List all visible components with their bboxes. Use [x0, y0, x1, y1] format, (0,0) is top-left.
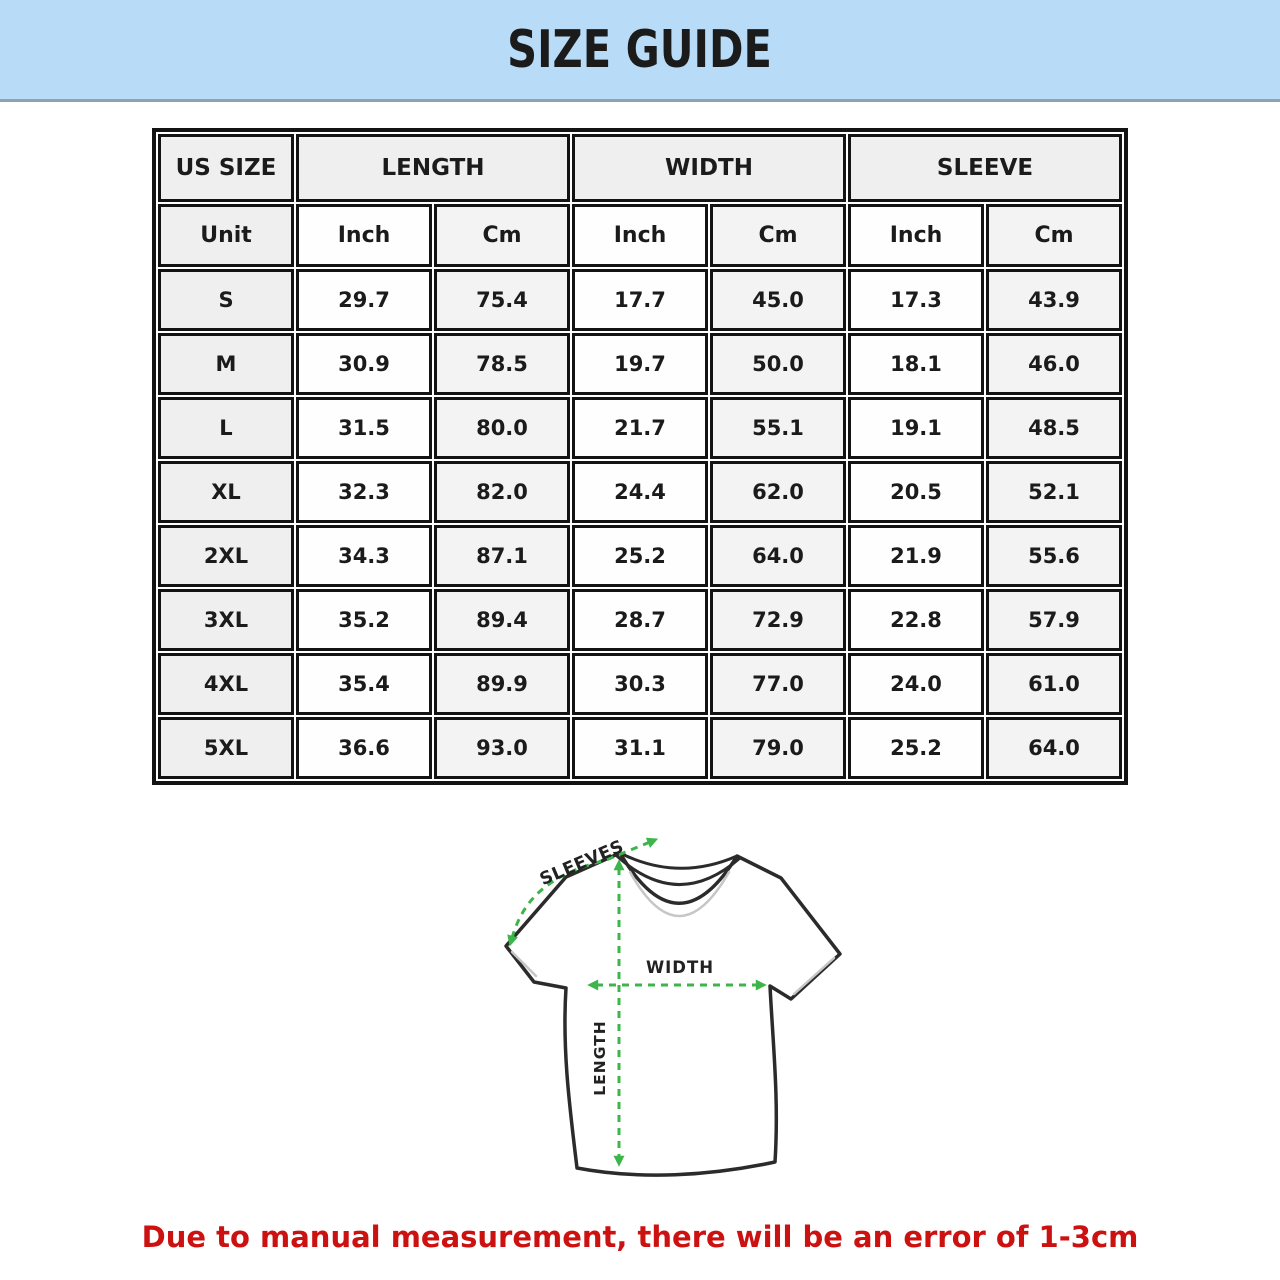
cell-sleeve-inch: 20.5: [848, 461, 984, 523]
cell-sleeve-cm: 43.9: [986, 269, 1122, 331]
cell-sleeve-cm: 46.0: [986, 333, 1122, 395]
size-label: 5XL: [158, 717, 294, 779]
size-table: [152, 128, 1128, 785]
cell-sleeve-inch: 18.1: [848, 333, 984, 395]
column-header-us-size: US SIZE: [158, 134, 294, 202]
cell-sleeve-inch: 17.3: [848, 269, 984, 331]
cell-width-cm: 55.1: [710, 397, 846, 459]
collar-rib-line: [620, 853, 737, 868]
cell-sleeve-inch: 25.2: [848, 717, 984, 779]
cell-width-cm: 64.0: [710, 525, 846, 587]
cell-width-inch: 31.1: [572, 717, 708, 779]
unit-length-inch: Inch: [296, 204, 432, 267]
tshirt-outline: [506, 853, 840, 1175]
cell-length-cm: 89.4: [434, 589, 570, 651]
page-title: SIZE GUIDE: [507, 19, 773, 80]
cell-width-inch: 30.3: [572, 653, 708, 715]
unit-label: Unit: [158, 204, 294, 267]
cell-sleeve-cm: 64.0: [986, 717, 1122, 779]
cell-sleeve-inch: 22.8: [848, 589, 984, 651]
column-header-sleeve: SLEEVE: [848, 134, 1122, 202]
table-row-4xl: [158, 653, 1122, 715]
cell-width-inch: 19.7: [572, 333, 708, 395]
size-label: M: [158, 333, 294, 395]
width-label: WIDTH: [645, 958, 715, 977]
tshirt-measurement-diagram: [470, 812, 910, 1212]
cell-sleeve-inch: 24.0: [848, 653, 984, 715]
cell-width-cm: 72.9: [710, 589, 846, 651]
unit-width-cm: Cm: [710, 204, 846, 267]
column-header-length: LENGTH: [296, 134, 570, 202]
table-row-l: [158, 397, 1122, 459]
cell-length-inch: 32.3: [296, 461, 432, 523]
sleeves-label: SLEEVES: [537, 836, 628, 891]
cell-width-inch: 25.2: [572, 525, 708, 587]
table-group-header-row: [158, 134, 1122, 202]
table-row-3xl: [158, 589, 1122, 651]
cell-length-inch: 35.2: [296, 589, 432, 651]
table-row-m: [158, 333, 1122, 395]
cell-sleeve-cm: 57.9: [986, 589, 1122, 651]
cell-width-cm: 77.0: [710, 653, 846, 715]
cell-sleeve-cm: 61.0: [986, 653, 1122, 715]
cell-width-inch: 17.7: [572, 269, 708, 331]
cell-width-cm: 50.0: [710, 333, 846, 395]
size-label: 3XL: [158, 589, 294, 651]
cell-sleeve-cm: 55.6: [986, 525, 1122, 587]
cell-length-cm: 80.0: [434, 397, 570, 459]
size-label: L: [158, 397, 294, 459]
header-band: [0, 0, 1280, 102]
length-label: LENGTH: [591, 1020, 609, 1096]
unit-header-row: [158, 204, 1122, 267]
cell-length-cm: 78.5: [434, 333, 570, 395]
cell-length-inch: 31.5: [296, 397, 432, 459]
cell-length-cm: 93.0: [434, 717, 570, 779]
cell-sleeve-inch: 19.1: [848, 397, 984, 459]
cell-width-inch: 28.7: [572, 589, 708, 651]
cell-length-inch: 35.4: [296, 653, 432, 715]
cell-width-inch: 21.7: [572, 397, 708, 459]
unit-length-cm: Cm: [434, 204, 570, 267]
cell-length-inch: 34.3: [296, 525, 432, 587]
cell-width-cm: 62.0: [710, 461, 846, 523]
size-label: S: [158, 269, 294, 331]
table-row-2xl: [158, 525, 1122, 587]
cell-sleeve-inch: 21.9: [848, 525, 984, 587]
table-row-s: [158, 269, 1122, 331]
cell-width-cm: 79.0: [710, 717, 846, 779]
cell-length-cm: 82.0: [434, 461, 570, 523]
unit-sleeve-inch: Inch: [848, 204, 984, 267]
cell-length-inch: 29.7: [296, 269, 432, 331]
table-row-5xl: [158, 717, 1122, 779]
size-label: 2XL: [158, 525, 294, 587]
cell-length-inch: 30.9: [296, 333, 432, 395]
size-label: XL: [158, 461, 294, 523]
cell-length-cm: 75.4: [434, 269, 570, 331]
cell-width-inch: 24.4: [572, 461, 708, 523]
cell-sleeve-cm: 52.1: [986, 461, 1122, 523]
cell-width-cm: 45.0: [710, 269, 846, 331]
unit-sleeve-cm: Cm: [986, 204, 1122, 267]
disclaimer-text: Due to manual measurement, there will be an error of 1-3cm: [141, 1220, 1139, 1254]
cell-sleeve-cm: 48.5: [986, 397, 1122, 459]
column-header-width: WIDTH: [572, 134, 846, 202]
table-row-xl: [158, 461, 1122, 523]
cell-length-cm: 87.1: [434, 525, 570, 587]
cell-length-inch: 36.6: [296, 717, 432, 779]
size-label: 4XL: [158, 653, 294, 715]
cell-length-cm: 89.9: [434, 653, 570, 715]
unit-width-inch: Inch: [572, 204, 708, 267]
